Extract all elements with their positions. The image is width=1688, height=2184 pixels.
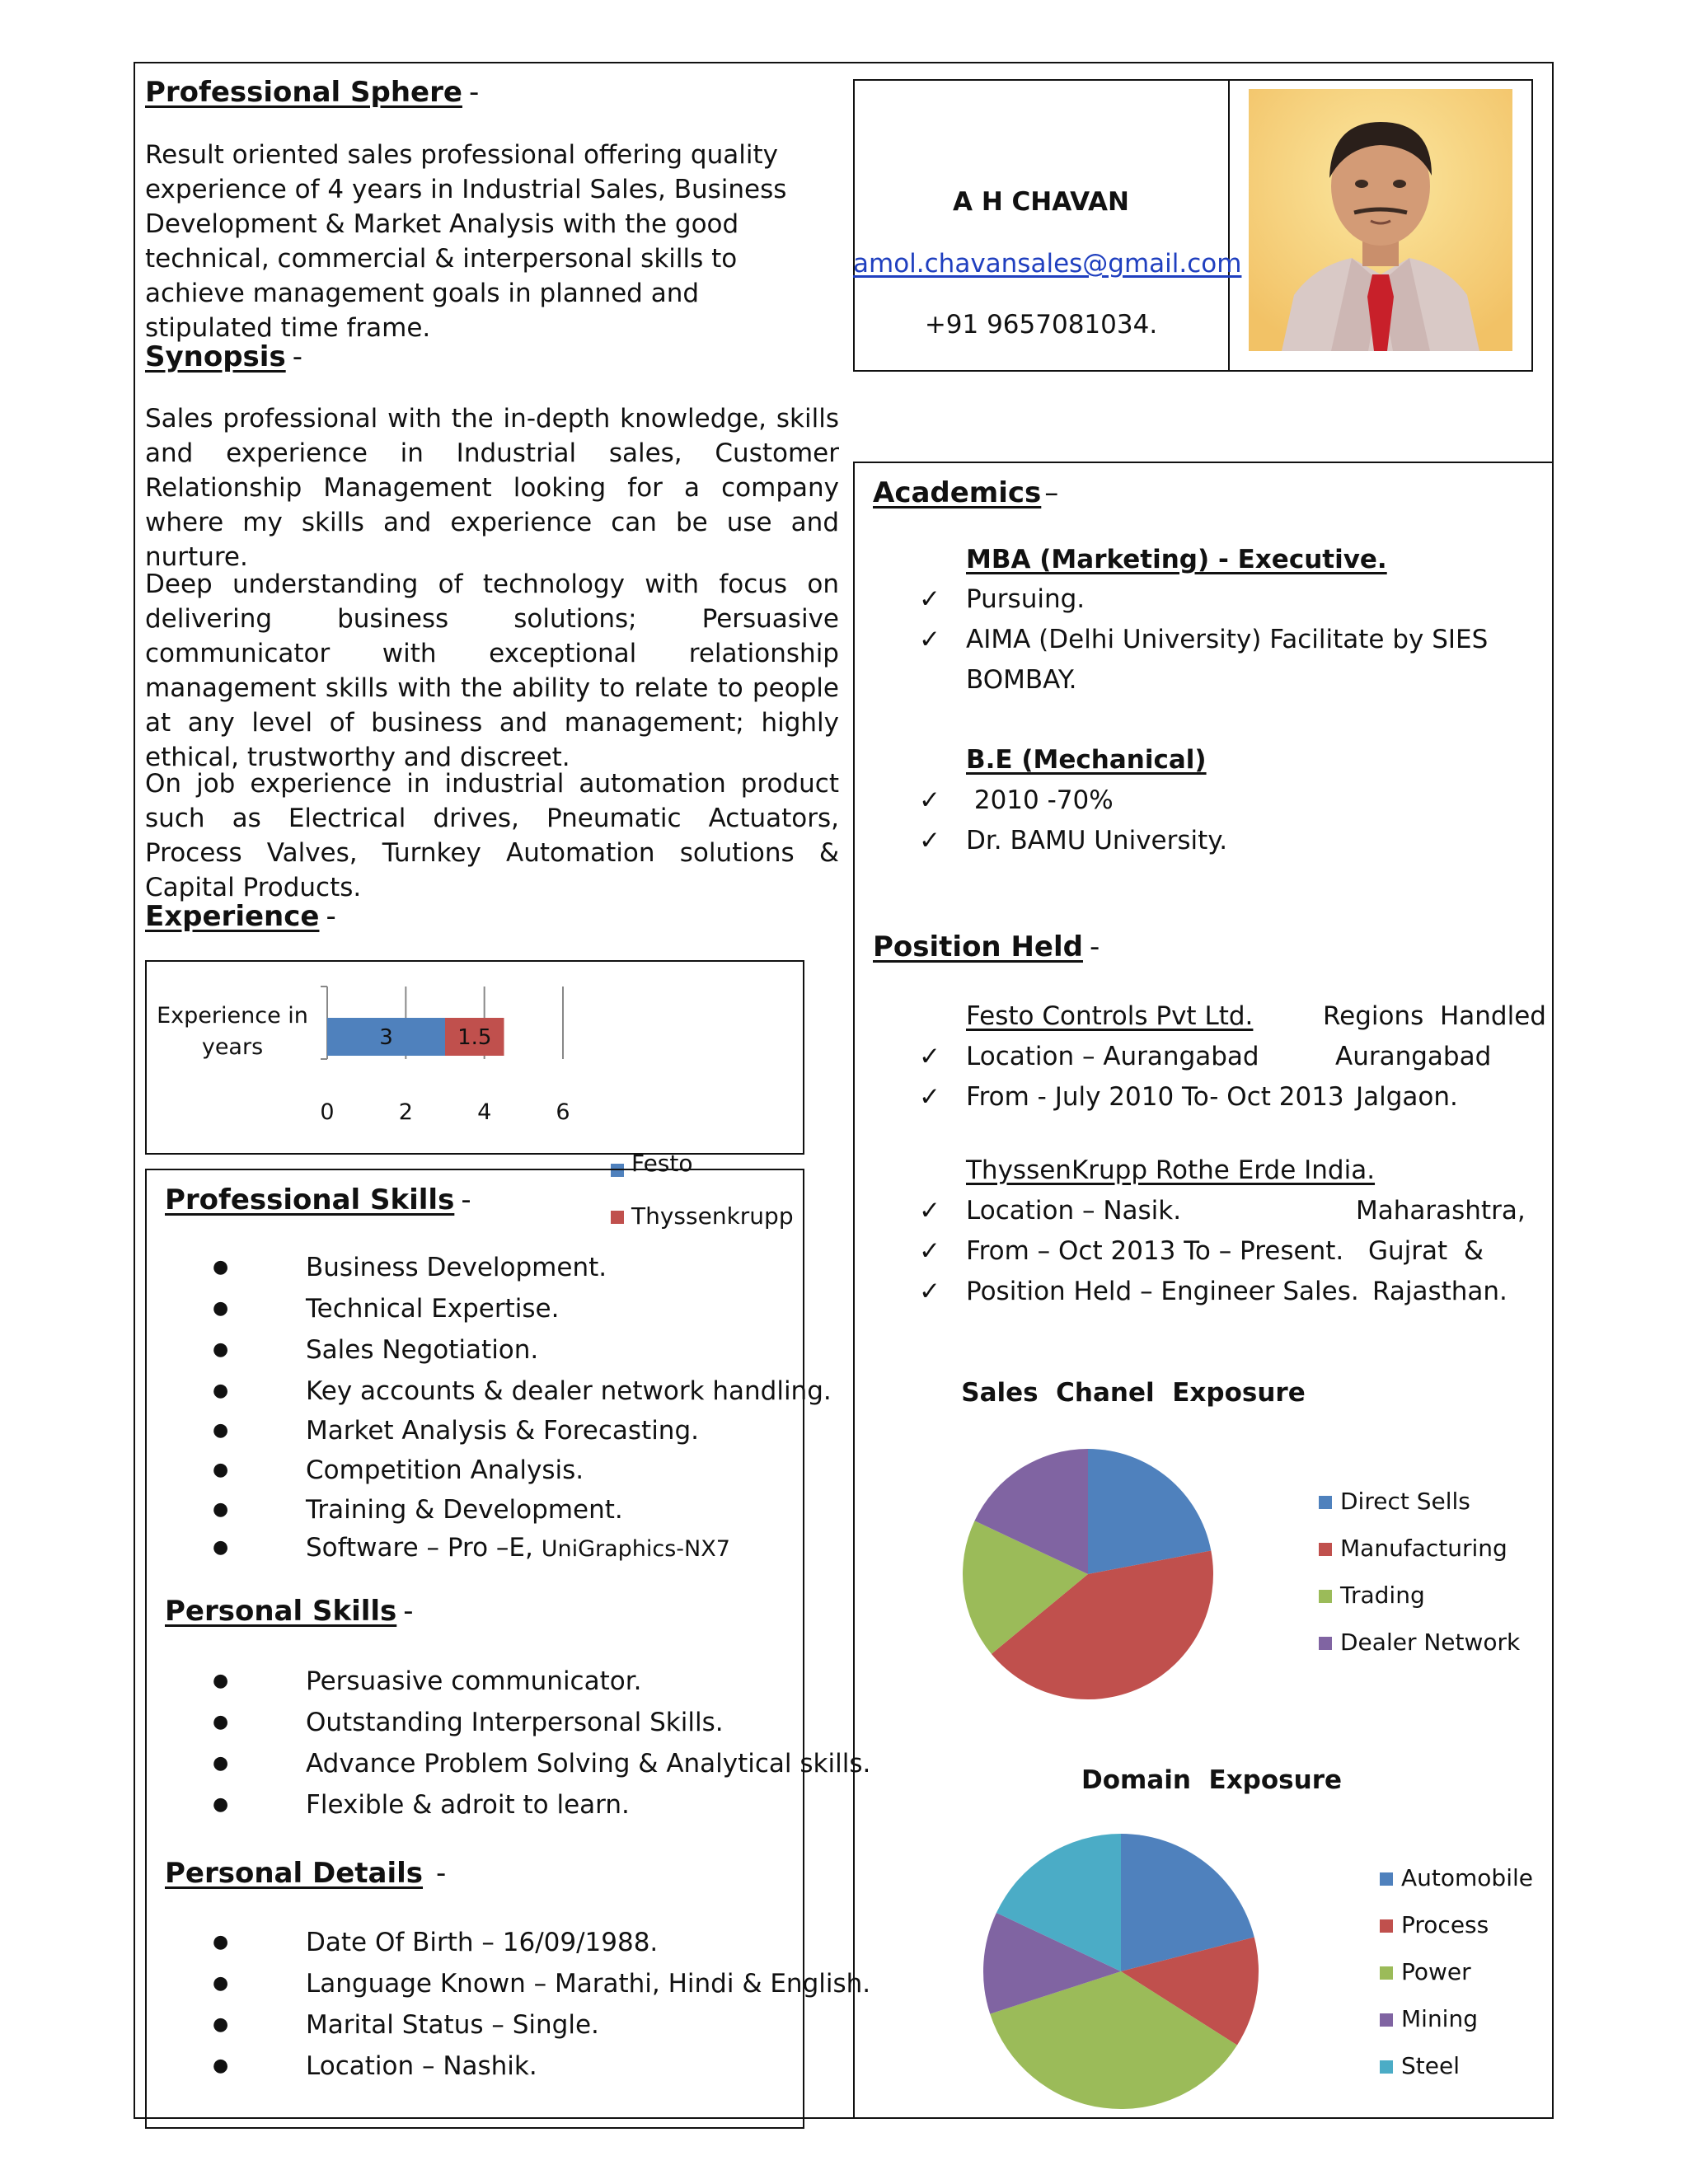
legend-label: Mining <box>1401 2005 1478 2032</box>
legend-label: Trading <box>1340 1582 1425 1609</box>
legend-item <box>1380 1948 1533 1995</box>
legend-item <box>1380 2042 1533 2089</box>
list-item: ● Sales Negotiation. <box>213 1329 832 1371</box>
regions-handled-label: Regions Handled <box>1323 1001 1546 1031</box>
legend-item <box>1380 1995 1533 2042</box>
synopsis-heading: Synopsis - <box>145 340 302 373</box>
legend-label: Process <box>1401 1911 1489 1938</box>
legend-swatch <box>1319 1496 1332 1509</box>
list-item: ● Competition Analysis. <box>213 1450 832 1491</box>
legend-item <box>1319 1619 1520 1666</box>
legend-item <box>1319 1525 1520 1572</box>
thyssen-region-3: Rajasthan. <box>1372 1277 1507 1306</box>
legend-swatch <box>1380 1919 1393 1933</box>
list-item: ● Market Analysis & Forecasting. <box>213 1412 832 1450</box>
check-icon: ✓ <box>919 1042 940 1071</box>
be-title: B.E (Mechanical) <box>966 745 1207 775</box>
check-icon: ✓ <box>919 1236 940 1266</box>
software-extra: UniGraphics-NX7 <box>541 1536 730 1562</box>
sales-pie-legend <box>1319 1478 1520 1666</box>
mba-title: MBA (Marketing) - Executive. <box>966 545 1387 574</box>
legend-item <box>1319 1478 1520 1525</box>
personal-skills-list <box>213 1661 870 1825</box>
check-icon: ✓ <box>919 1196 940 1226</box>
mba-item-2: AIMA (Delhi University) Facilitate by SIES <box>966 625 1489 654</box>
thyssenkrupp-bar-label: 1.5 <box>457 1025 492 1050</box>
sales-pie-chart <box>956 1442 1220 1706</box>
x-tick-label: 4 <box>477 1099 492 1125</box>
list-item: ● Persuasive communicator. <box>213 1661 870 1702</box>
check-icon: ✓ <box>919 826 940 855</box>
candidate-name: A H CHAVAN <box>953 187 1129 217</box>
thyssenkrupp-legend-label: Thyssenkrupp <box>631 1202 794 1230</box>
legend-label: Direct Sells <box>1340 1488 1470 1515</box>
synopsis-paragraph-2: Deep understanding of technology with focus on delivering business solutions; Persuasive communicator with exceptional relationship management skills with the ability to relate to people at any level of business and management; highly ethical, trustworthy and discreet. <box>145 569 839 772</box>
experience-heading: Experience - <box>145 900 336 933</box>
synopsis-paragraph-3: On job experience in industrial automation product such as Electrical drives, Pneumatic Actuators, Process Valves, Turnkey Automation solutions & Capital Products. <box>145 769 839 902</box>
professional-sphere-heading: Professional Sphere - <box>145 76 480 109</box>
academics-heading: Academics – <box>873 476 1059 509</box>
legend-item <box>1380 1901 1533 1948</box>
legend-label: Dealer Network <box>1340 1629 1521 1656</box>
thyssen-region-2: Gujrat & <box>1368 1236 1484 1266</box>
check-icon: ✓ <box>919 1082 940 1112</box>
festo-company: Festo Controls Pvt Ltd. <box>966 1001 1254 1031</box>
professional-sphere-text: Result oriented sales professional offering quality experience of 4 years in Industrial Sales, Business Development & Market Analysis with the good technical, commercial & interpersonal skills to achieve management goals in planned and stipulated time frame. <box>145 140 787 343</box>
x-tick-label: 0 <box>320 1099 335 1125</box>
software-label: Software – Pro –E, <box>306 1533 542 1563</box>
personal-skills-heading: Personal Skills - <box>165 1595 414 1628</box>
thyssen-region-1: Maharashtra, <box>1356 1196 1526 1226</box>
position-held-heading: Position Held - <box>873 930 1100 963</box>
festo-bar-label: 3 <box>379 1025 393 1050</box>
list-item: ● Business Development. <box>213 1247 832 1288</box>
experience-category-label-line2: years <box>201 1034 264 1060</box>
list-item: ● Language Known – Marathi, Hindi & English. <box>213 1963 870 2004</box>
list-item: ● Training & Development. <box>213 1491 832 1529</box>
thyssen-period: From – Oct 2013 To – Present. <box>966 1236 1344 1266</box>
festo-region-2: Jalgaon. <box>1356 1082 1458 1112</box>
legend-swatch <box>1380 2060 1393 2074</box>
sales-chart-title: Sales Chanel Exposure <box>961 1378 1306 1408</box>
be-item-2: Dr. BAMU University. <box>966 826 1228 855</box>
synopsis-paragraph-1: Sales professional with the in-depth knowledge, skills and experience in Industrial sales, Customer Relationship Management looking for a company where my skills and experience can be use and nurture. <box>145 404 839 572</box>
list-item: ● Key accounts & dealer network handling. <box>213 1371 832 1412</box>
legend-label: Power <box>1401 1958 1471 1985</box>
mba-item-1: Pursuing. <box>966 584 1085 614</box>
legend-swatch <box>1380 1872 1393 1886</box>
professional-skills-list <box>213 1247 832 1567</box>
personal-details-list <box>213 1922 870 2087</box>
list-item: ● Flexible & adroit to learn. <box>213 1784 870 1825</box>
legend-swatch <box>1319 1590 1332 1603</box>
legend-item <box>1380 1854 1533 1901</box>
legend-swatch <box>1319 1637 1332 1650</box>
x-tick-label: 2 <box>398 1099 413 1125</box>
legend-swatch <box>1319 1543 1332 1556</box>
list-item: ● Outstanding Interpersonal Skills. <box>213 1702 870 1743</box>
domain-pie-chart <box>981 1831 1261 2111</box>
legend-swatch <box>1380 1966 1393 1980</box>
list-item: ● Technical Expertise. <box>213 1288 832 1329</box>
festo-period: From - July 2010 To- Oct 2013 <box>966 1082 1344 1112</box>
list-item: ● Advance Problem Solving & Analytical skills. <box>213 1743 870 1784</box>
mba-item-3: BOMBAY. <box>966 665 1077 695</box>
domain-pie-legend <box>1380 1854 1533 2089</box>
email-link[interactable]: amol.chavansales@gmail.com <box>853 249 1242 279</box>
check-icon: ✓ <box>919 785 940 815</box>
thyssen-position: Position Held – Engineer Sales. <box>966 1277 1359 1306</box>
be-item-1: 2010 -70% <box>966 785 1114 815</box>
list-item: ● Date Of Birth – 16/09/1988. <box>213 1922 870 1963</box>
profile-photo <box>1249 89 1512 351</box>
list-item: ● Marital Status – Single. <box>213 2004 870 2046</box>
thyssen-location: Location – Nasik. <box>966 1196 1182 1226</box>
legend-label: Steel <box>1401 2052 1460 2079</box>
check-icon: ✓ <box>919 625 940 654</box>
legend-label: Manufacturing <box>1340 1535 1507 1562</box>
festo-legend-label: Festo <box>631 1150 693 1177</box>
legend-item <box>1319 1572 1520 1619</box>
check-icon: ✓ <box>919 584 940 614</box>
festo-location: Location – Aurangabad <box>966 1042 1259 1071</box>
check-icon: ✓ <box>919 1277 940 1306</box>
list-item: ● Location – Nashik. <box>213 2046 870 2087</box>
domain-chart-title: Domain Exposure <box>1081 1765 1343 1795</box>
personal-details-heading: Personal Details - <box>165 1857 447 1890</box>
thyssen-company: ThyssenKrupp Rothe Erde India. <box>966 1155 1376 1185</box>
festo-region-1: Aurangabad <box>1335 1042 1492 1071</box>
legend-swatch <box>1380 2013 1393 2027</box>
x-tick-label: 6 <box>556 1099 570 1125</box>
phone-number: +91 9657081034. <box>924 310 1158 340</box>
list-item <box>213 1529 832 1567</box>
professional-skills-heading: Professional Skills - <box>165 1183 471 1216</box>
legend-label: Automobile <box>1401 1864 1533 1891</box>
experience-category-label-line1: Experience in <box>157 1003 308 1029</box>
